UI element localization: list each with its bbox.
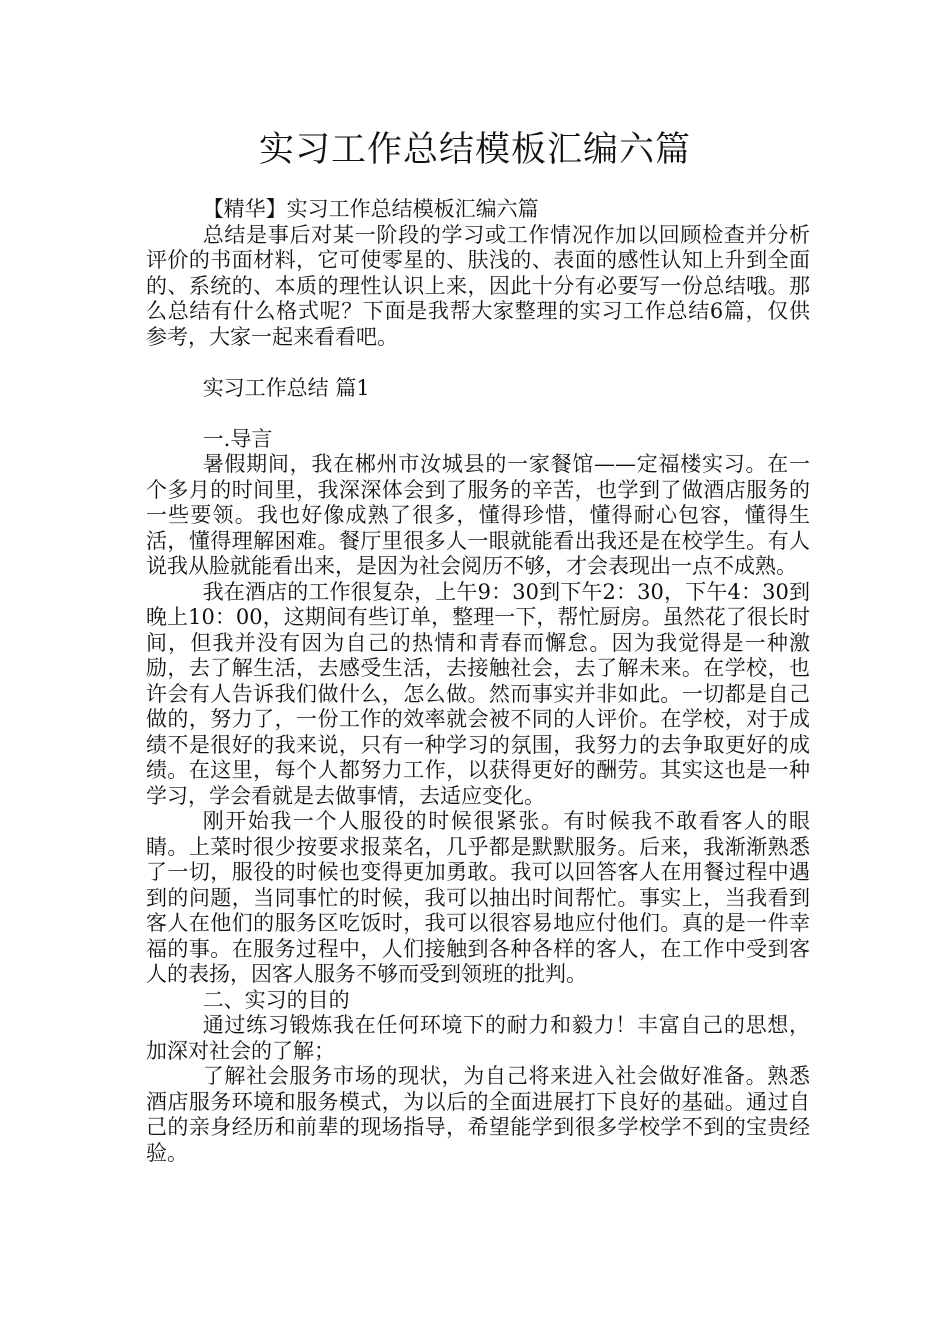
paragraph-work-schedule: 我在酒店的工作很复杂，上午9：30到下午2：30，下午4：30到晚上10：00，这期间有些订单，整理一下，帮忙厨房。虽然花了很长时间，但我并没有因为自己的热情和青春而懈怠。因为我觉得是一种激励，去了解生活，去感受生活，去接触社会，去了解未来。在学校，也许会有人告诉我们做什么，怎么做。然而事实并非如此。一切都是自己做的，努力了，一份工作的效率就会被不同的人评价。在学校，对于成绩不是很好的我来说，只有一种学习的氛围，我努力的去争取更好的成绩。在这里，每个人都努力工作，以获得更好的酬劳。其实这也是一种学习，学会看就是去做事情，去适应变化。 (146, 579, 810, 808)
paragraph-subtitle: 【精华】实习工作总结模板汇编六篇 (202, 197, 539, 221)
paragraph-first-service: 刚开始我一个人服役的时候很紧张。有时候我不敢看客人的眼睛。上菜时很少按要求报菜名，几乎都是默默服务。后来，我渐渐熟悉了一切，服役的时候也变得更加勇敢。我可以回答客人在用餐过程中遇到的问题，当同事忙的时候，我可以抽出时间帮忙。事实上，当我看到客人在他们的服务区吃饭时，我可以很容易地应付他们。真的是一件幸福的事。在服务过程中，人们接触到各种各样的客人，在工作中受到客人的表扬，因客人服务不够而受到领班的批判。 (146, 809, 810, 986)
document-body (146, 197, 810, 1166)
paragraph-purpose-1: 通过练习锻炼我在任何环境下的耐力和毅力！丰富自己的思想，加深对社会的了解； (146, 1013, 810, 1063)
section-heading-part1: 实习工作总结 篇1 (202, 375, 370, 400)
paragraph-summer-internship: 暑假期间，我在郴州市汝城县的一家餐馆——定福楼实习。在一个多月的时间里，我深深体会到了服务的辛苦，也学到了做酒店服务的一些要领。我也好像成熟了很多，懂得珍惜，懂得耐心包容，懂得生活，懂得理解困难。餐厅里很多人一眼就能看出我还是在校学生。有人说我从脸就能看出来，是因为社会阅历不够，才会表现出一点不成熟。 (146, 452, 810, 578)
paragraph-purpose-2: 了解社会服务市场的现状，为自己将来进入社会做好准备。熟悉酒店服务环境和服务模式，为以后的全面进展打下良好的基础。通过自己的亲身经历和前辈的现场指导，希望能学到很多学校学不到的宝贵经验。 (146, 1064, 810, 1165)
document-title: 实习工作总结模板汇编六篇 (258, 130, 691, 170)
section-heading-introduction: 一.导言 (202, 426, 273, 451)
paragraph-intro: 总结是事后对某一阶段的学习或工作情况作加以回顾检查并分析评价的书面材料，它可使零星的、肤浅的、表面的感性认知上升到全面的、系统的、本质的理性认识上来，因此十分有必要写一份总结哦。那么总结有什么格式呢？下面是我帮大家整理的实习工作总结6篇，仅供参考，大家一起来看看吧。 (146, 222, 810, 349)
section-heading-purpose: 二、实习的目的 (202, 987, 350, 1012)
